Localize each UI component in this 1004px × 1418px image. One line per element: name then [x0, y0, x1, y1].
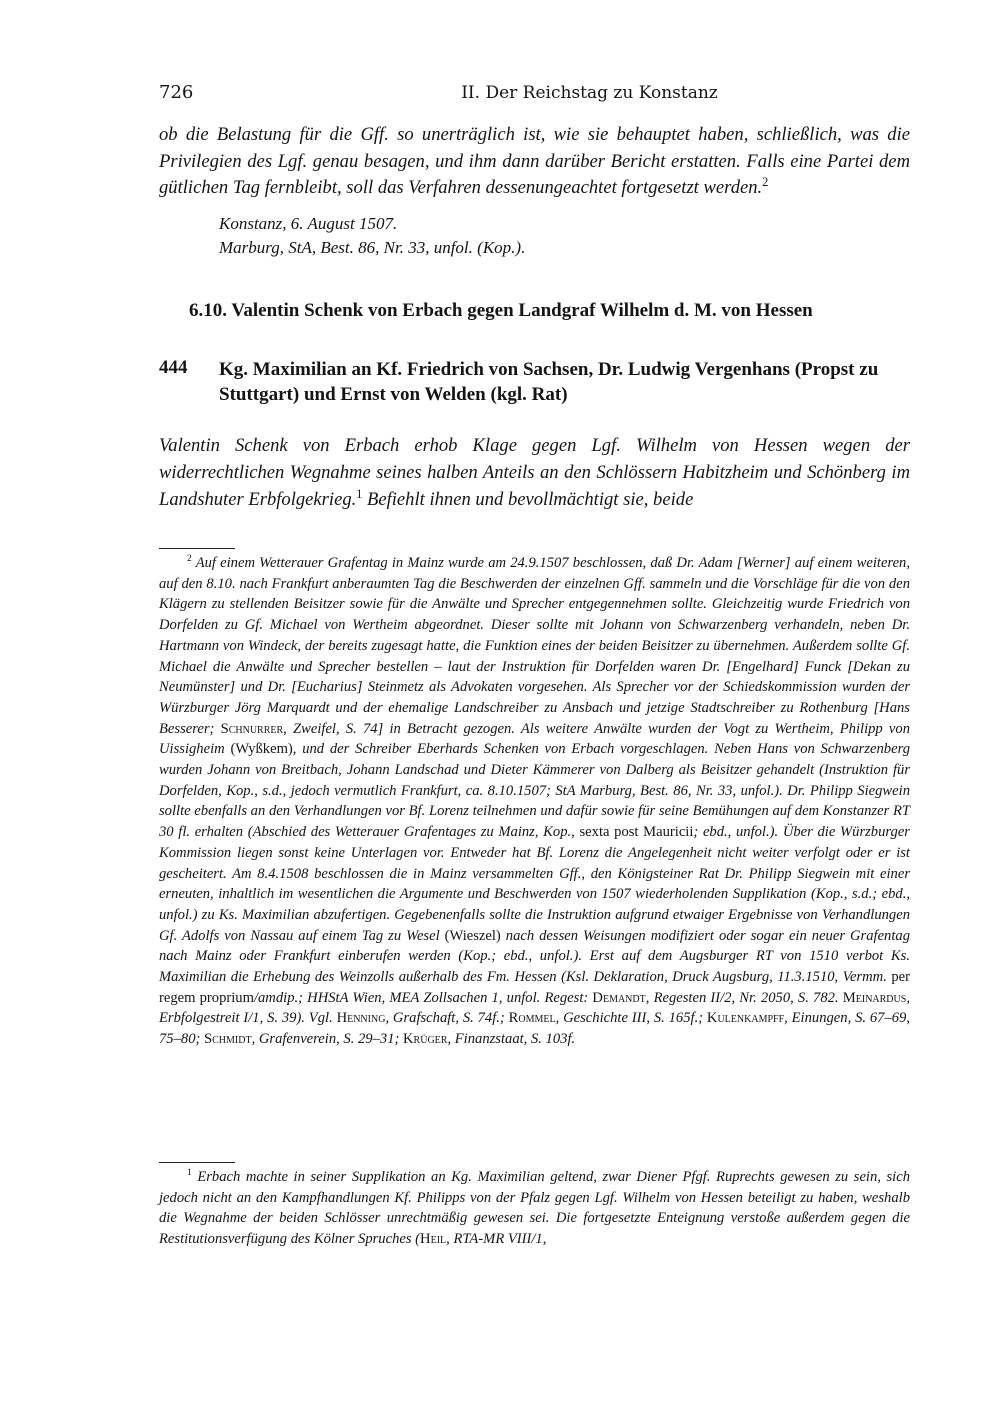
- author-name: Schnurrer: [220, 720, 284, 737]
- footnote-text: , RTA-MR VIII/1,: [446, 1231, 547, 1248]
- footnote-text: ; ebd., unfol.). Über die Würzburger Kommission liegen sonst keine Unterlagen vor. Entweder hat Bf. Lorenz die Angelegenheit nicht weiter verfolgt oder er ist gescheitert. Am 8.4.1508 beschlossen die in Mainz versammelten Gff., den Königsteiner Rat Dr. Philipp Siegwein mit einer erneuten, inhaltlich im wesentlichen die Argumente und Beschwerden von 1507 wiederholenden Supplikation (Kop., s.d.; ebd., unfol.) zu Ks. Maximilian abzufertigen. Gegebenenfalls sollte die Instruktion aufgrund etwaiger Ergebnisse von Verhandlungen Gf. Adolfs von Nassau auf einem Tag zu Wesel: [159, 824, 910, 944]
- regest-text: Valentin Schenk von Erbach erhob Klage gegen Lgf. Wilhelm von Hessen wegen der widerrechtlichen Wegnahme seines halben Anteils an den Schlössern Habitzheim und Schönberg im Landshuter Erbfolgekrieg.: [159, 435, 910, 510]
- author-name: Krüger: [403, 1031, 448, 1048]
- intro-paragraph: [159, 122, 910, 202]
- footnote-text: nach dessen Weisungen modifiziert oder sogar ein neuer Grafentag nach Mainz oder Frankfurt einberufen werden (Kop.; ebd., unfol.). Erst auf dem Augsburger RT von 1510 verbot Ks. Maximilian die Erhebung des Weinzolls außerhalb des Fm. Hessen (Ksl. Deklaration, Druck Augsburg, 11.3.1510, Vermm.: [159, 927, 910, 986]
- footnote-text: , Geschichte III, S. 165f.;: [555, 1010, 707, 1027]
- author-name: Kulenkampff: [706, 1010, 785, 1027]
- footnote-text: , Zweifel, S. 74] in Betracht gezogen. Als weitere Anwälte wurden der Vogt zu Wertheim, Philipp von Uissigheim: [159, 720, 911, 758]
- page-number: 726: [159, 82, 194, 103]
- footnote-text: , und der Schreiber Eberhards Schenken von Erbach vorgeschlagen. Neben Hans von Schwarzenberg wurden Johann von Breitbach, Johann Landschad und Dieter Kämmerer von Dalberg als Beisitzer gehandelt (Instruktion für Dorfelden, Kop., s.d., jedoch vermutlich Frankfurt, ca. 8.10.1507; StA Marburg, Best. 86, Nr. 33, unfol.). Dr. Philipp Siegwein sollte ebenfalls an den Verhandlungen vor Bf. Lorenz teilnehmen und dafür sowie für seine Bemühungen auf dem Konstanzer RT 30 fl. erhalten (Abschied des Wetterauer Grafentages zu Mainz, Kop.,: [159, 741, 910, 841]
- footnote-text: , Grafschaft, S. 74f.;: [385, 1010, 509, 1027]
- regest-text-cont: Befiehlt ihnen und bevollmächtigt sie, beide: [362, 489, 694, 510]
- footnote-text: Erbach machte in seiner Supplikation an Kg. Maximilian geltend, zwar Diener Pfgf. Ruprechts gewesen zu sein, sich jedoch nicht an den Kampfhandlungen Kf. Philipps von der Pfalz gegen Lgf. Wilhelm von Hessen beteiligt zu haben, weshalb die Wegnahme der beiden Schlösser unrechtmäßig gewesen sei. Die fortgesetzte Enteignung verstoße außerdem gegen die Restitutionsverfügung des Kölner Spruches (: [159, 1169, 910, 1248]
- footnote-quote: per regem proprium: [159, 969, 910, 1006]
- footnote-2: [159, 553, 910, 1050]
- document-number: 444: [159, 357, 188, 378]
- footnote-text: , Erbfolgestreit I/1, S. 39). Vgl.: [159, 989, 910, 1027]
- footnote-text: , Regesten II/2, Nr. 2050, S. 782.: [645, 989, 843, 1006]
- intro-text: ob die Belastung für die Gff. so unerträglich ist, wie sie behauptet haben, schließlich, was die Privilegien des Lgf. genau besagen, und ihm dann darüber Bericht erstatten. Falls eine Partei dem gütlichen Tag fernbleibt, soll das Verfahren dessenungeachtet fortgesetzt werden.: [159, 124, 910, 198]
- footnote-quote: (Wieszel): [444, 927, 501, 944]
- document-title: Kg. Maximilian an Kf. Friedrich von Sachsen, Dr. Ludwig Vergenhans (Propst zu Stuttgart) und Ernst von Welden (kgl. Rat): [219, 359, 879, 405]
- regest-paragraph: [159, 432, 910, 513]
- footnote-text: , Einungen, S. 67–69, 75–80;: [159, 1010, 910, 1048]
- footnote-marker: 1: [187, 1168, 192, 1179]
- footnote-text: , Grafenverein, S. 29–31;: [251, 1031, 404, 1048]
- footnote-text: /amdip.; HHStA Wien, MEA Zollsachen 1, unfol. Regest:: [253, 989, 593, 1006]
- footnote-text: , Finanzstaat, S. 103f.: [447, 1031, 576, 1048]
- running-title: II. Der Reichstag zu Konstanz: [461, 83, 718, 103]
- dating-block: [219, 212, 525, 260]
- footnote-separator: [159, 1162, 235, 1163]
- archival-source: Marburg, StA, Best. 86, Nr. 33, unfol. (Kop.).: [219, 238, 526, 257]
- author-name: Rommel: [508, 1010, 556, 1027]
- footnote-marker: 2: [187, 554, 192, 565]
- author-name: Schmidt: [204, 1031, 252, 1048]
- footnote-separator: [159, 548, 235, 549]
- footnote-quote: sexta post Mauricii: [579, 824, 694, 841]
- footnote-text: Auf einem Wetterauer Grafentag in Mainz wurde am 24.9.1507 beschlossen, daß Dr. Adam [Werner] auf einem weiteren, auf den 8.10. nach Frankfurt anberaumten Tag die Beschwerden der einzelnen Gff. sammeln und die Vorschläge für die von den Klägern zu stellenden Beisitzer sowie für die Anwälte und Sprecher entgegennehmen sollte. Gleichzeitig wurde Friedrich von Dorfelden zu Gf. Michael von Wertheim abgeordnet. Dieser sollte mit Johann von Schwarzenberg verhandeln, neben Dr. Hartmann von Windeck, der bereits zugesagt hatte, die Funktion eines der beiden Beisitzer zu übernehmen. Außerdem sollte Gf. Michael die Anwälte und Sprecher bestellen – laut der Instruktion für Dorfelden waren Dr. [Engelhard] Funck [Dekan zu Neumünster] und Dr. [Eucharius] Steinmetz als Advokaten vorgesehen. Als Sprecher vor der Schiedskommission wurden der Würzburger Jörg Marquardt und der ehemalige Landschreiber zu Ansbach und jetzige Stadtschreiber zu Rothenburg [Hans Besserer;: [159, 555, 911, 737]
- footnote-1: [159, 1167, 910, 1250]
- author-name: Demandt: [592, 989, 646, 1006]
- running-header: [159, 82, 910, 106]
- footnote-quote: (Wyßkem): [230, 741, 293, 758]
- author-name: Henning: [336, 1010, 386, 1027]
- author-name: Meinardus: [842, 989, 907, 1006]
- place-date: Konstanz, 6. August 1507.: [219, 214, 398, 233]
- footnote-ref-2[interactable]: 2: [762, 174, 769, 189]
- footnote-ref-1[interactable]: 1: [356, 486, 363, 501]
- author-name: Heil: [420, 1231, 447, 1248]
- section-heading: 6.10. Valentin Schenk von Erbach gegen Landgraf Wilhelm d. M. von Hessen: [189, 300, 813, 321]
